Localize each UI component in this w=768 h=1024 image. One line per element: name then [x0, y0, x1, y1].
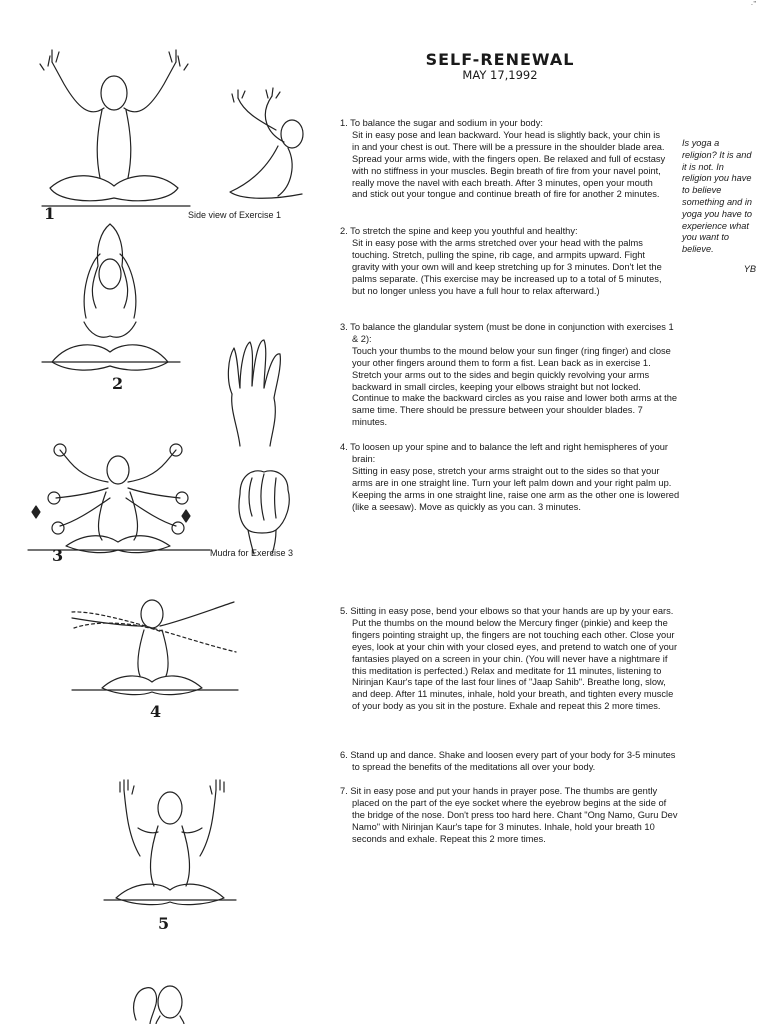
- exercise-2-body: Sit in easy pose with the arms stretched over your head with the palms touching. Stretch, pulling the spine, rib cage, and armpits upward. Fight gravity with your own will and keep stretching up for 3 minutes. Don't let the palms separate. (This exercise may be increased up to a total of 5 minutes, but no longer unless you have a full hour to relax afterward.): [352, 237, 662, 296]
- exercise-4-heading: 4. To loosen up your spine and to balance the left and right hemispheres of your brain:: [340, 442, 669, 464]
- exercise-1: [340, 118, 668, 201]
- page-date: MAY 17,1992: [462, 68, 538, 82]
- mudra-caption: Mudra for Exercise 3: [210, 548, 294, 558]
- figure-3-label: 3: [52, 546, 64, 565]
- exercise-5: 5. Sitting in easy pose, bend your elbows so that your hands are up by your ears. Put the thumbs on the mound below the Mercury finger (pinkie) and keep the fingers pointing straight up, the fingers are not touching each other. Close your eyes, look at your chin with your closed eyes, and pretend to watch one of your fantasies played on a screen in your chin. (You will never have a nightmare if this meditation is perfected.) Relax and meditate for 11 minutes, listening to Nirinjan Kaur's tape of the last four lines of "Jaap Sahib". Breathe long, slow, and deep. After 11 minutes, inhale, hold your breath, and tighten every muscle of your body as you sit in the posture. Exhale and repeat this 2 more times.: [340, 606, 678, 712]
- figure-2-illustration: [40, 222, 180, 372]
- exercise-3: [340, 322, 680, 429]
- side-view-illustration: [212, 90, 322, 210]
- exercise-6: 6. Stand up and dance. Shake and loosen every part of your body for 3-5 minutes to spread the benefits of the meditations all over your body.: [340, 750, 676, 772]
- figure-1-illustration: [30, 48, 200, 218]
- exercise-7: 7. Sit in easy pose and put your hands in prayer pose. The thumbs are gently placed on the part of the eye socket where the eyebrow begins at the side of the bridge of the nose. Don't press too hard here. Chant "Ong Namo, Guru Dev Namo" with Nirinjan Kaur's tape for 3 minutes. Inhale, hold your breath 10 seconds and exhale. Repeat this 2 more times.: [340, 786, 678, 844]
- side-quote: Is yoga a religion? It is and it is not. In religion you have to believe something and in yoga you have to experience what you want to believe.: [682, 138, 752, 255]
- open-hand-illustration: [222, 336, 292, 446]
- figure-4-illustration: [66, 592, 246, 702]
- exercise-1-heading: 1. To balance the sugar and sodium in your body:: [340, 118, 543, 128]
- exercise-4-body: Sitting in easy pose, stretch your arms straight out to the sides so that your arms are in one straight line. Turn your left palm down and your right palm up. Keeping the arms in one straight line, raise one arm as the other one is lowered (like a seesaw). Move as quickly as you can. 3 minutes.: [352, 465, 680, 512]
- figure-1-label: 1: [44, 204, 56, 223]
- side-view-caption: Side view of Exercise 1: [188, 210, 282, 220]
- figure-7-partial-illustration: [120, 980, 200, 1024]
- figure-4-label: 4: [150, 702, 162, 721]
- exercise-3-body: Touch your thumbs to the mound below your sun finger (ring finger) and close your other fingers around them to form a fist. Lean back as in exercise 1. Stretch your arms out to the sides and begin quickly revolving your arms backward in small circles, keeping your elbows straight but not locked. Continue to make the backward circles as you raise and lower both arms at the same time. There should be pressure between your shoulder blades. 7 minutes.: [352, 345, 678, 428]
- corner-mark: ·”: [750, 0, 756, 9]
- exercise-3-heading: 3. To balance the glandular system (must be done in conjunction with exercises 1 & 2):: [340, 322, 674, 344]
- figure-5-label: 5: [158, 914, 170, 933]
- exercise-1-body: Sit in easy pose and lean backward. Your head is slightly back, your chin is in and your chest is out. There will be a pressure in the shoulder blade area. Spread your arms wide, with the fingers open. Be relaxed and full of ecstasy with no stiffness in your muscles. Begin breath of fire from your navel point, really move the navel with each breath. After 3 minutes, open your mouth and stick out your tongue and continue breath of fire for another 2 minutes.: [352, 129, 666, 200]
- figure-5-illustration: [100, 780, 240, 920]
- exercise-4: [340, 442, 680, 513]
- fist-mudra-illustration: [230, 464, 300, 554]
- exercise-2-heading: 2. To stretch the spine and keep you youthful and healthy:: [340, 226, 578, 236]
- figure-3-illustration: [26, 436, 216, 562]
- page-title: SELF-RENEWAL: [425, 50, 575, 69]
- quote-signature: YB: [743, 264, 756, 274]
- figure-2-label: 2: [112, 374, 124, 393]
- exercise-2: [340, 226, 668, 297]
